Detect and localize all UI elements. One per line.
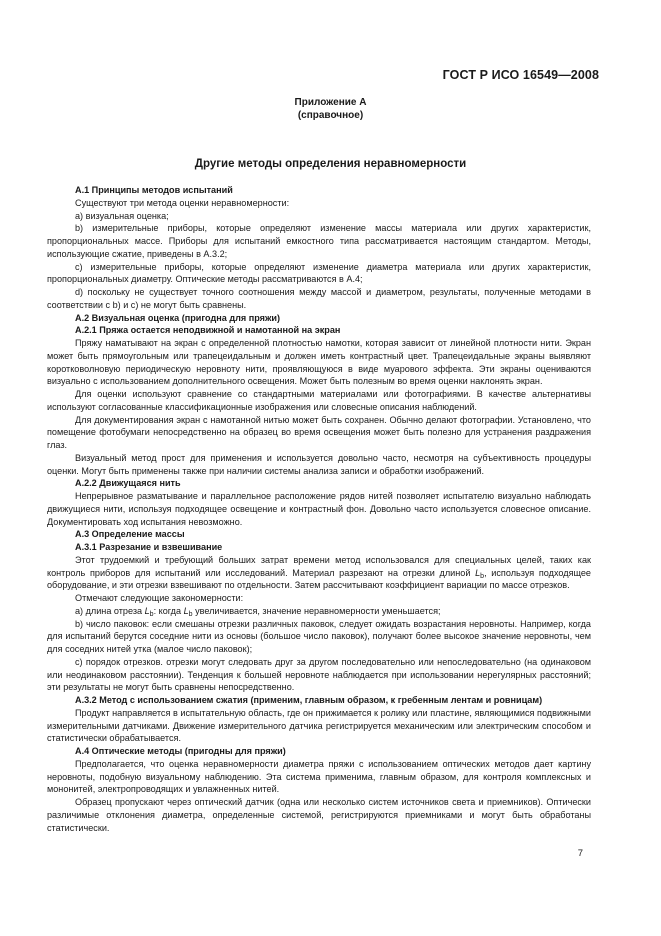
paragraph: Отмечают следующие закономерности: xyxy=(75,593,244,603)
section-heading: А.2.2 Движущаяся нить xyxy=(75,478,181,489)
paragraph: d) поскольку не существует точного соотношения между массой и диаметром, результаты, полученные методами в соответствии с b) и с) не могут быть сравнены. xyxy=(47,287,591,310)
section-heading: А.2.1 Пряжа остается неподвижной и намотанной на экран xyxy=(75,325,341,336)
paragraph: а) длина отреза $L_b$: когда $L_b$ увеличивается, значение неравномерности уменьшается; xyxy=(75,605,441,618)
main-title: Другие методы определения неравномерности xyxy=(194,158,467,170)
page-number: 7 xyxy=(577,848,583,859)
section-heading: А.1 Принципы методов испытаний xyxy=(75,185,233,195)
section-heading: А.2 Визуальная оценка (пригодна для пряжи) xyxy=(75,312,281,323)
section-heading: А.3 Определение массы xyxy=(75,529,185,540)
paragraph: а) визуальная оценка; xyxy=(75,210,169,221)
paragraph: Для документирования экран с намотанной нитью может быть сохранен. Обычно делают фотографии. Установлено, что помещение фотобумаги непосредственно на образец во время освещения может быть полезно для устранения раздражения глаз. xyxy=(47,414,591,450)
paragraph: Образец пропускают через оптический датчик (одна или несколько систем источников света и приемников). Оптически различимые отклонения диаметра, определенные системой, регистрируются приемниками и могут быть обработаны статистически. xyxy=(47,797,591,833)
paragraph: b) число паковок: если смешаны отрезки различных паковок, следует ожидать возрастания неровноты. Например, когда для испытаний берутся соседние нити из основы (большое число паковок), получают более высокое значение неровноты, чем для соседних нитей утка (малое число паковок); xyxy=(47,618,591,654)
section-heading: А.3.1 Разрезание и взвешивание xyxy=(75,542,223,552)
paragraph: Визуальный метод прост для применения и используется довольно часто, несмотря на субъективность процедуры оценки. Могут быть применены также при наличии системы анализа записи и обработки изображений. xyxy=(47,452,591,476)
annex-subtitle: (справочное) xyxy=(297,110,364,121)
paragraph: b) измерительные приборы, которые определяют изменение массы материала или других характеристик, пропорциональных массе. Приборы для испытаний емкостного типа рассматривается настоящим стандартом. Методы, использующие сжатие, приведены в А.3.2; xyxy=(47,223,591,259)
paragraph: с) порядок отрезков. отрезки могут следовать друг за другом последовательно или непоследовательно (на одинаковом или неодинаковом расстоянии). Тенденция к большей неровноте наблюдается при использовании нерегулярных расстояний; эти результаты не могут быть сравнены непосредственно. xyxy=(47,656,591,693)
paragraph: Для оценки используют сравнение со стандартными материалами или фотографиями. В качестве альтернативы используют согласованные классификационные изображения или словесные описания наблюдений. xyxy=(47,389,591,412)
paragraph: Продукт направляется в испытательную область, где он прижимается к ролику или пластине, являющимися подвижными измерительными датчиками. Движение измерительного датчика регистрируется механическим или электрическим способом и статистически обрабатывается. xyxy=(47,707,591,744)
annex-block xyxy=(0,96,661,122)
section-heading: А.4 Оптические методы (пригодны для пряжи) xyxy=(75,746,286,756)
document-code: ГОСТ Р ИСО 16549—2008 xyxy=(442,68,599,82)
paragraph: Предполагается, что оценка неравномерности диаметра пряжи с использованием оптических методов дает картину неровноты, подобную визуальному наблюдению. Эта система применима, главным образом, для контроля комплексных и мононитей, электропроводящих и увлажненных нитей. xyxy=(47,758,591,795)
document-body xyxy=(47,184,591,834)
annex-title: Приложение А xyxy=(294,97,367,108)
section-heading: А.3.2 Метод с использованием сжатия (применим, главным образом, к гребенным лентам и ровницам) xyxy=(75,695,543,705)
paragraph: Этот трудоемкий и требующий больших затрат времени метод использовался для специальных целей, таких как контроль приборов для испытаний или исследований. Материал разрезают на отрезки длиной $L_b$, используя подходящее оборудование, и эти отрезки взвешивают по отдельности. Затем рассчитывают коэффициент вариации по массе отрезков. xyxy=(47,554,591,591)
paragraph: Существуют три метода оценки неравномерности: xyxy=(75,197,290,208)
paragraph: Пряжу наматывают на экран с определенной плотностью намотки, которая зависит от линейной плотности нити. Экран может быть прямоугольным или трапецеидальным и должен иметь контрастный цвет. Трапецеидальные экраны выявляют коротковолновую периодическую неровноту нити, проявляющуюся в виде муарового эффекта. Эти экраны оцениваются визуально с использованием дополнительного освещения. Может быть полезным во время оценки наклонять экран. xyxy=(47,338,591,387)
paragraph: Непрерывное разматывание и параллельное расположение рядов нитей позволяет испытателю визуально наблюдать движущиеся нити, используя подходящее освещение и контрастный фон. Довольно часто используется словесное описание. Документировать ход испытания невозможно. xyxy=(47,491,591,527)
paragraph: с) измерительные приборы, которые определяют изменение диаметра материала или других характеристик, пропорциональных диаметру. Оптические методы рассматриваются в А.4; xyxy=(47,261,591,285)
